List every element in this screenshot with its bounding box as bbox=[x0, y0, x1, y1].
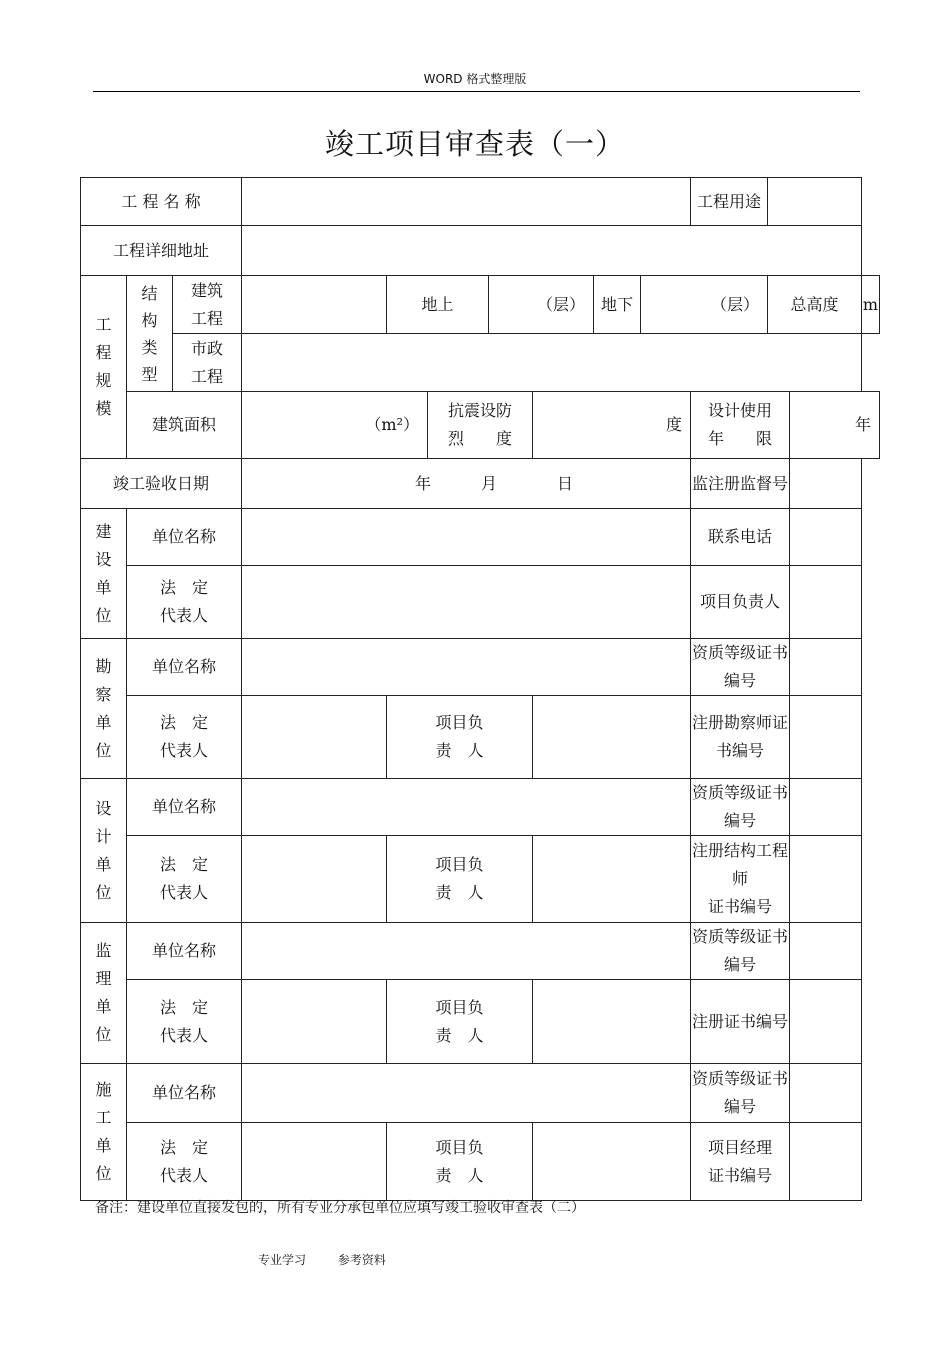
date-month: 月 bbox=[481, 473, 498, 493]
address-label: 工程详细地址 bbox=[81, 226, 242, 276]
project-name-field[interactable] bbox=[242, 178, 691, 226]
date-year: 年 bbox=[415, 473, 432, 493]
legal-rep-label: 法 定 代表人 bbox=[127, 1123, 242, 1201]
contractor-unit-name-field[interactable] bbox=[242, 1064, 691, 1123]
design-project-leader-field[interactable] bbox=[533, 836, 691, 923]
supervisor-unit-label: 监 理 单 位 bbox=[81, 923, 127, 1064]
contractor-cert-label: 项目经理 证书编号 bbox=[691, 1123, 790, 1201]
supervisor-cert-field[interactable] bbox=[790, 980, 862, 1064]
seismic-intensity-field[interactable] bbox=[533, 392, 691, 459]
supervision-no-label: 监注册监督号 bbox=[691, 459, 790, 509]
survey-cert-field[interactable] bbox=[790, 696, 862, 779]
above-ground-floors-field[interactable] bbox=[489, 276, 594, 334]
unit-name-label: 单位名称 bbox=[127, 923, 242, 980]
building-engineering-field[interactable] bbox=[242, 276, 387, 334]
completion-date-label: 竣工验收日期 bbox=[81, 459, 242, 509]
design-unit-name-field[interactable] bbox=[242, 779, 691, 836]
survey-legal-rep-field[interactable] bbox=[242, 696, 387, 779]
construction-unit-label: 建 设 单 位 bbox=[81, 509, 127, 639]
project-scale-label: 工 程 规 模 bbox=[81, 276, 127, 459]
total-height-label: 总高度 bbox=[768, 276, 862, 334]
qualification-cert-label: 资质等级证书编号 bbox=[691, 639, 790, 696]
construction-unit-name-field[interactable] bbox=[242, 509, 691, 566]
contractor-cert-field[interactable] bbox=[790, 1123, 862, 1201]
floor-unit-label: （层） bbox=[537, 294, 586, 314]
page-title: 竣工项目审查表（一） bbox=[324, 127, 625, 161]
date-day: 日 bbox=[557, 473, 574, 493]
legal-rep-label: 法 定 代表人 bbox=[127, 836, 242, 923]
design-life-field[interactable] bbox=[790, 392, 880, 459]
below-ground-floors-field[interactable] bbox=[641, 276, 768, 334]
area-unit: （m²） bbox=[365, 415, 420, 434]
below-ground-label: 地下 bbox=[594, 276, 641, 334]
legal-rep-label: 法 定 代表人 bbox=[127, 566, 242, 639]
project-name-label: 工 程 名 称 bbox=[81, 178, 242, 226]
header-divider bbox=[93, 91, 860, 92]
design-life-label: 设计使用 年 限 bbox=[691, 392, 790, 459]
design-qualification-field[interactable] bbox=[790, 779, 862, 836]
qualification-cert-label: 资质等级证书编号 bbox=[691, 923, 790, 980]
building-area-label: 建筑面积 bbox=[127, 392, 242, 459]
address-field[interactable] bbox=[242, 226, 862, 276]
project-leader-label: 项目负 责 人 bbox=[387, 980, 533, 1064]
survey-cert-label: 注册勘察师证书编号 bbox=[691, 696, 790, 779]
supervisor-qualification-field[interactable] bbox=[790, 923, 862, 980]
contractor-project-leader-field[interactable] bbox=[533, 1123, 691, 1201]
footer-right: 参考资料 bbox=[337, 1253, 386, 1267]
year-unit: 年 bbox=[854, 415, 871, 434]
floor-unit-label: （层） bbox=[711, 294, 760, 314]
seismic-intensity-label: 抗震设防 烈 度 bbox=[428, 392, 533, 459]
project-leader-label: 项目负责人 bbox=[691, 566, 790, 639]
contractor-unit-label: 施 工 单 位 bbox=[81, 1064, 127, 1201]
project-use-field[interactable] bbox=[768, 178, 862, 226]
supervisor-legal-rep-field[interactable] bbox=[242, 980, 387, 1064]
remark-note: 备注：建设单位直接发包的，所有专业分承包单位应填写竣工验收审查表（二） bbox=[95, 1200, 585, 1216]
unit-name-label: 单位名称 bbox=[127, 639, 242, 696]
supervisor-cert-label: 注册证书编号 bbox=[691, 980, 790, 1064]
survey-unit-name-field[interactable] bbox=[242, 639, 691, 696]
footer-left: 专业学习 bbox=[258, 1253, 307, 1267]
project-use-label: 工程用途 bbox=[691, 178, 768, 226]
total-height-field[interactable] bbox=[862, 276, 880, 334]
survey-project-leader-field[interactable] bbox=[533, 696, 691, 779]
page-footer bbox=[258, 1251, 414, 1268]
contact-phone-label: 联系电话 bbox=[691, 509, 790, 566]
municipal-engineering-label: 市政 工程 bbox=[173, 334, 242, 392]
structure-type-label: 结 构 类 型 bbox=[127, 276, 173, 392]
design-unit-label: 设 计 单 位 bbox=[81, 779, 127, 923]
unit-name-label: 单位名称 bbox=[127, 509, 242, 566]
building-engineering-label: 建筑 工程 bbox=[173, 276, 242, 334]
contractor-legal-rep-field[interactable] bbox=[242, 1123, 387, 1201]
above-ground-label: 地上 bbox=[387, 276, 489, 334]
project-leader-label: 项目负 责 人 bbox=[387, 696, 533, 779]
project-leader-label: 项目负 责 人 bbox=[387, 836, 533, 923]
qualification-cert-label: 资质等级证书编号 bbox=[691, 1064, 790, 1123]
design-cert-field[interactable] bbox=[790, 836, 862, 923]
page-header: WORD 格式整理版 bbox=[423, 72, 527, 86]
survey-unit-label: 勘 察 单 位 bbox=[81, 639, 127, 779]
qualification-cert-label: 资质等级证书编号 bbox=[691, 779, 790, 836]
supervisor-unit-name-field[interactable] bbox=[242, 923, 691, 980]
unit-name-label: 单位名称 bbox=[127, 1064, 242, 1123]
design-legal-rep-field[interactable] bbox=[242, 836, 387, 923]
survey-qualification-field[interactable] bbox=[790, 639, 862, 696]
project-leader-label: 项目负 责 人 bbox=[387, 1123, 533, 1201]
design-cert-label: 注册结构工程师 证书编号 bbox=[691, 836, 790, 923]
contractor-qualification-field[interactable] bbox=[790, 1064, 862, 1123]
building-area-field[interactable] bbox=[242, 392, 428, 459]
legal-rep-label: 法 定 代表人 bbox=[127, 696, 242, 779]
meter-unit: m bbox=[862, 294, 879, 314]
degree-unit: 度 bbox=[666, 415, 683, 434]
construction-project-leader-field[interactable] bbox=[790, 566, 862, 639]
review-form-table bbox=[80, 177, 880, 1201]
supervisor-project-leader-field[interactable] bbox=[533, 980, 691, 1064]
supervision-no-field[interactable] bbox=[790, 459, 862, 509]
construction-legal-rep-field[interactable] bbox=[242, 566, 691, 639]
legal-rep-label: 法 定 代表人 bbox=[127, 980, 242, 1064]
completion-date-field[interactable] bbox=[242, 459, 691, 509]
municipal-engineering-field[interactable] bbox=[242, 334, 862, 392]
contact-phone-field[interactable] bbox=[790, 509, 862, 566]
unit-name-label: 单位名称 bbox=[127, 779, 242, 836]
